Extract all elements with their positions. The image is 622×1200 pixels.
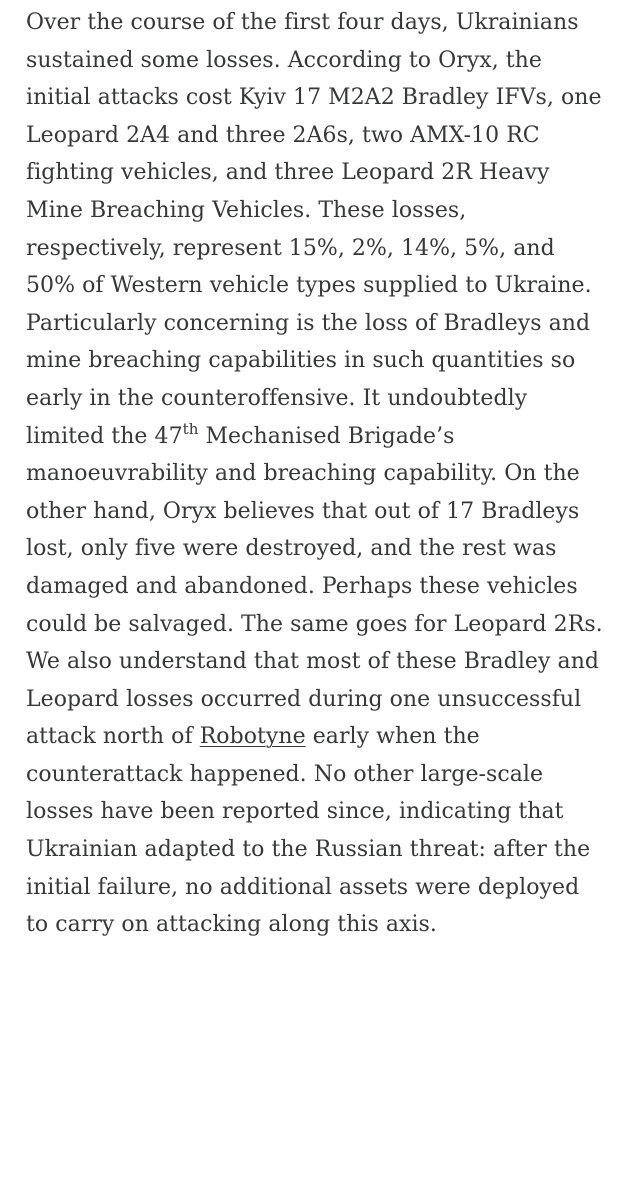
paragraph-text-part-3: early when the counterattack happened. No other large-scale losses have been reported since, indicating that Ukrainian adapted to the Russian threat: after the initial failure, no additional assets were deployed to carry on attacking along this axis.: [26, 724, 591, 938]
robotyne-link[interactable]: Robotyne: [199, 724, 306, 750]
paragraph-text-part-2: Mechanised Brigade’s manoeuvrability and breaching capability. On the other hand, Oryx believes that out of 17 Bradleys lost, only five were destroyed, and the rest was damaged and abandoned. Perhaps these vehicles could be salvaged. The same goes for Leopard 2Rs. We also understand that most of these Bradley and Leopard losses occurred during one unsuccessful attack north of: [26, 423, 603, 750]
article-paragraph: [26, 4, 604, 944]
ordinal-suffix: th: [182, 419, 199, 438]
paragraph-text-part-1: Over the course of the first four days, Ukrainians sustained some losses. According to Oryx, the initial attacks cost Kyiv 17 M2A2 Bradley IFVs, one Leopard 2A4 and three 2A6s, two AMX-10 RC fighting vehicles, and three Leopard 2R Heavy Mine Breaching Vehicles. These losses, respectively, represent 15%, 2%, 14%, 5%, and 50% of Western vehicle types supplied to Ukraine. Particularly concerning is the loss of Bradleys and mine breaching capabilities in such quantities so early in the counteroffensive. It undoubtedly limited the 47: [26, 10, 602, 449]
